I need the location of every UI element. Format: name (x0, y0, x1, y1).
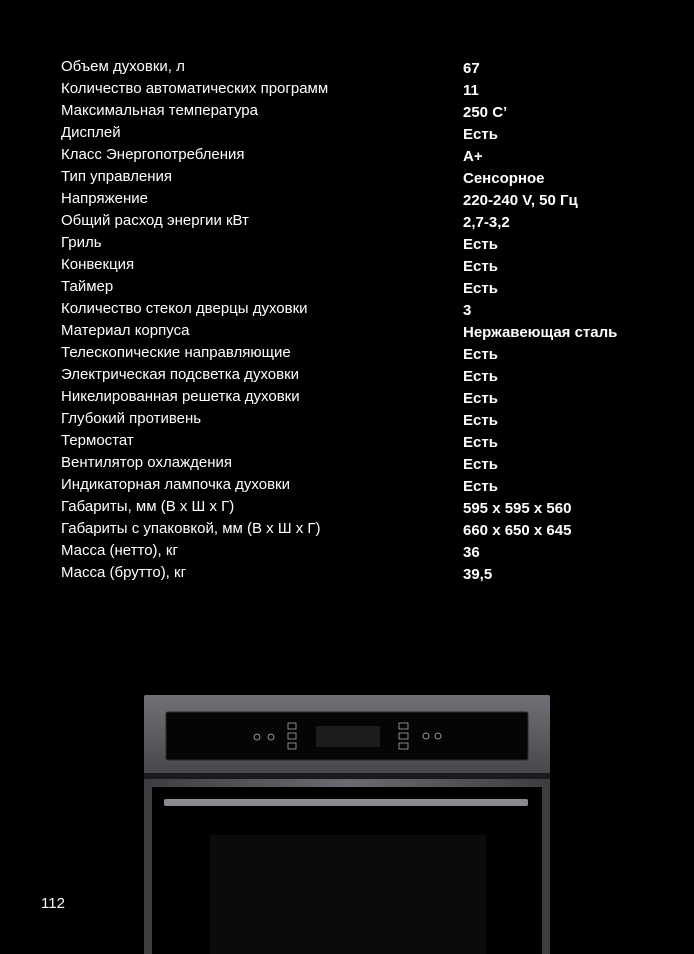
oven-display (316, 726, 380, 747)
spec-label: Габариты с упаковкой, мм (В х Ш х Г) (61, 520, 321, 537)
spec-row (61, 255, 661, 277)
spec-row (61, 453, 661, 475)
spec-value: Есть (463, 346, 498, 363)
spec-value: 250 С’ (463, 104, 508, 121)
spec-label: Телескопические направляющие (61, 344, 291, 361)
spec-value: 220-240 V, 50 Гц (463, 192, 578, 209)
spec-label: Электрическая подсветка духовки (61, 366, 300, 383)
spec-row (61, 145, 661, 167)
spec-label: Максимальная температура (61, 102, 258, 119)
spec-value: 11 (463, 82, 479, 99)
spec-value: 595 х 595 х 560 (463, 500, 572, 517)
spec-value: Есть (463, 368, 498, 385)
spec-value: 39,5 (463, 566, 493, 583)
spec-label: Дисплей (61, 124, 121, 141)
spec-label: Объем духовки, л (61, 58, 185, 75)
spec-label: Масса (брутто), кг (61, 564, 187, 581)
spec-row (61, 211, 661, 233)
spec-label: Таймер (61, 278, 114, 295)
spec-row (61, 277, 661, 299)
spec-label: Вентилятор охлаждения (61, 454, 232, 471)
spec-value: Есть (463, 236, 498, 253)
spec-row (61, 189, 661, 211)
spec-value: Сенсорное (463, 170, 545, 187)
spec-value: Нержавеющая сталь (463, 324, 618, 341)
spec-row (61, 365, 661, 387)
spec-label: Масса (нетто), кг (61, 542, 178, 559)
spec-label: Глубокий противень (61, 410, 202, 427)
spec-label: Конвекция (61, 256, 135, 273)
spec-label: Термостат (61, 432, 134, 449)
spec-row (61, 167, 661, 189)
spec-value: 3 (463, 302, 472, 319)
spec-label: Никелированная решетка духовки (61, 388, 300, 405)
page-number: 112 (41, 895, 65, 912)
spec-row (61, 123, 661, 145)
spec-value: Есть (463, 390, 498, 407)
spec-label: Общий расход энергии кВт (61, 212, 249, 229)
spec-row (61, 321, 661, 343)
spec-label: Индикаторная лампочка духовки (61, 476, 290, 493)
oven-image (143, 695, 551, 954)
spec-value: А+ (463, 148, 483, 165)
spec-row (61, 101, 661, 123)
spec-row (61, 519, 661, 541)
spec-row (61, 57, 661, 79)
spec-value: 67 (463, 60, 480, 77)
spec-label: Тип управления (61, 168, 172, 185)
spec-row (61, 541, 661, 563)
oven-window (210, 835, 486, 954)
spec-value: 36 (463, 544, 480, 561)
spec-row (61, 79, 661, 101)
spec-row (61, 563, 661, 585)
spec-value: Есть (463, 478, 498, 495)
spec-value: Есть (463, 280, 498, 297)
spec-value: Есть (463, 126, 498, 143)
spec-row (61, 299, 661, 321)
spec-row (61, 475, 661, 497)
spec-value: Есть (463, 258, 498, 275)
spec-row (61, 233, 661, 255)
spec-row (61, 387, 661, 409)
spec-table (61, 57, 661, 585)
spec-label: Класс Энергопотребления (61, 146, 245, 163)
spec-row (61, 431, 661, 453)
oven-handle (164, 799, 528, 806)
spec-label: Напряжение (61, 190, 148, 207)
spec-value: 660 х 650 х 645 (463, 522, 572, 539)
spec-label: Габариты, мм (В х Ш х Г) (61, 498, 235, 515)
spec-value: Есть (463, 412, 498, 429)
spec-row (61, 409, 661, 431)
spec-label: Гриль (61, 234, 102, 251)
spec-value: 2,7-3,2 (463, 214, 510, 231)
spec-row (61, 497, 661, 519)
spec-label: Количество автоматических программ (61, 80, 329, 97)
spec-row (61, 343, 661, 365)
spec-value: Есть (463, 456, 498, 473)
spec-label: Материал корпуса (61, 322, 190, 339)
spec-label: Количество стекол дверцы духовки (61, 300, 308, 317)
spec-value: Есть (463, 434, 498, 451)
